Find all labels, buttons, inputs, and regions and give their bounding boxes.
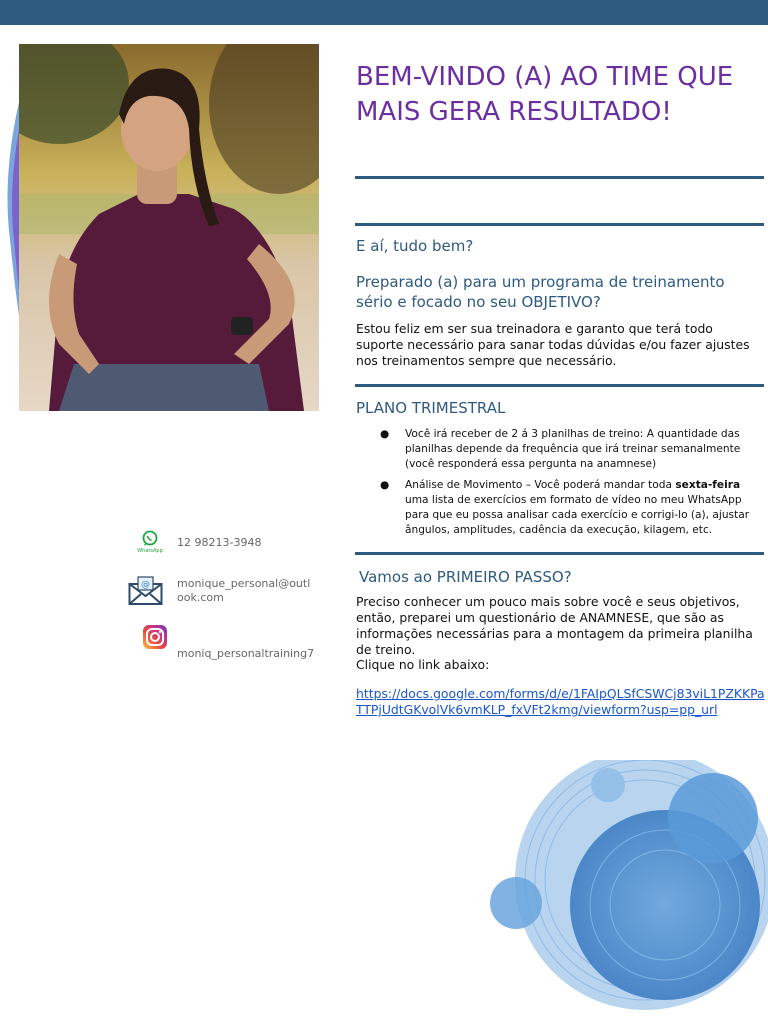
greeting-heading: E aí, tudo bem?	[356, 237, 474, 255]
next-step-paragraph: Preciso conhecer um pouco mais sobre você e seus objetivos, então, preparei um questionário de ANAMNESE, que são as informações necessárias para a montagem da primeira planilha de treino.	[356, 594, 753, 657]
next-step-heading: Vamos ao PRIMEIRO PASSO?	[359, 568, 572, 586]
anamnese-form-link[interactable]: https://docs.google.com/forms/d/e/1FAIpQLSfCSWCj83viL1PZKKPaTTPjUdtGKvolVk6vmKLP_fxVFt2kmg/viewform?usp=pp_url	[356, 686, 765, 717]
instagram-handle: moniq_personaltraining7	[177, 647, 315, 660]
svg-text:@: @	[141, 580, 150, 590]
bullet-icon: ●	[380, 428, 390, 440]
page-title: BEM-VINDO (A) AO TIME QUE MAIS GERA RESULTADO!	[356, 62, 734, 127]
trainer-photo	[19, 44, 319, 411]
divider	[355, 384, 764, 387]
list-item	[380, 478, 765, 538]
plan-list	[380, 427, 765, 544]
whatsapp-icon[interactable]	[136, 530, 164, 554]
email-icon[interactable]	[128, 576, 163, 606]
instagram-icon[interactable]	[143, 625, 167, 649]
email-address: monique_personal@outlook.com	[177, 577, 311, 604]
plan-item-text: Você irá receber de 2 á 3 planilhas de treino: A quantidade das planilhas depende da frequência que irá treinar semanalmente (você responderá essa pergunta na anamnese)	[405, 428, 741, 470]
question-heading: Preparado (a) para um programa de treinamento sério e focado no seu OBJETIVO?	[356, 273, 725, 311]
bullet-icon: ●	[380, 479, 390, 491]
top-banner	[0, 0, 768, 25]
divider	[355, 552, 764, 555]
plan-item-emphasis: sexta-feira	[675, 479, 741, 491]
divider	[355, 176, 764, 179]
list-item	[380, 427, 765, 472]
divider	[355, 223, 764, 226]
cta-text: Clique no link abaixo:	[356, 657, 490, 672]
plan-item-text-end: uma lista de exercícios em formato de vídeo no meu WhatsApp para que eu possa analisar cada exercício e corrigi-lo (a), ajustar ângulos, amplitudes, cadência da execução, kilagem, etc.	[405, 494, 750, 536]
intro-paragraph: Estou feliz em ser sua treinadora e garanto que terá todo suporte necessário para sanar todas dúvidas e/ou fazer ajustes nos treinamentos sempre que necessário.	[356, 321, 750, 368]
phone-number: 12 98213-3948	[177, 536, 262, 549]
plan-heading: PLANO TRIMESTRAL	[356, 399, 506, 417]
whatsapp-label: WhatsApp	[137, 548, 163, 554]
plan-item-text-start: Análise de Movimento – Você poderá mandar toda	[405, 479, 676, 491]
decorative-circles	[480, 760, 768, 1024]
